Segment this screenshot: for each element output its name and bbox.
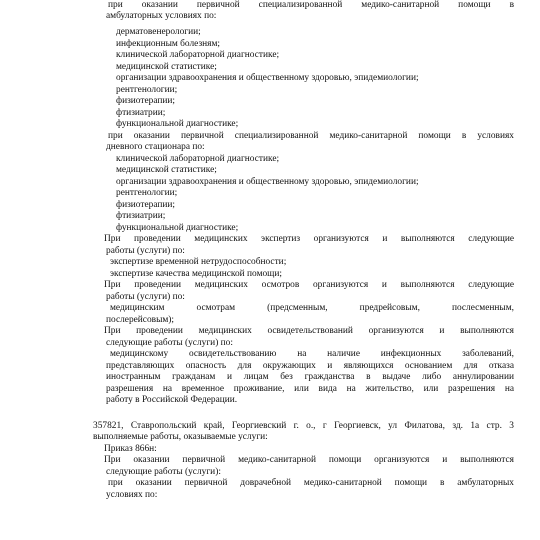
text-line-l06: медицинской статистике; bbox=[116, 62, 217, 72]
text-line-l11: функциональной диагностике; bbox=[116, 119, 239, 129]
text-line-l26: работы (услуги) по: bbox=[106, 292, 185, 302]
text-line-l39: При оказании первичной медико-санитарной помощи организуются и выполняются bbox=[104, 455, 514, 465]
text-line-l09: физиотерапии; bbox=[116, 96, 176, 106]
text-line-l25: При проведении медицинских осмотров организуются и выполняются следующие bbox=[104, 280, 514, 290]
text-line-l18: физиотерапии; bbox=[116, 200, 176, 210]
text-line-l32: представляющих опасность для окружающих и являющихся основанием для отказа bbox=[106, 361, 514, 371]
text-line-l30: следующие работы (услуги) по: bbox=[106, 338, 233, 348]
text-line-l27: медицинским осмотрам (предсменным, предрейсовым, послесменным, bbox=[110, 303, 514, 313]
text-line-l14: клинической лабораторной диагностике; bbox=[116, 154, 280, 164]
text-line-l35: работу в Российской Федерации. bbox=[106, 395, 238, 405]
text-line-l15: медицинской статистике; bbox=[116, 165, 217, 175]
text-line-l20: функциональной диагностике; bbox=[116, 223, 239, 233]
text-line-l04: инфекционным болезням; bbox=[116, 39, 221, 49]
text-line-l41: при оказании первичной доврачебной медико-санитарной помощи в амбулаторных bbox=[108, 478, 514, 488]
text-line-l12: при оказании первичной специализированной медико-санитарной помощи в условиях bbox=[108, 131, 514, 141]
text-line-l17: рентгенологии; bbox=[116, 188, 178, 198]
text-line-l02: амбулаторных условиях по: bbox=[106, 11, 217, 21]
text-line-l37: выполняемые работы, оказываемые услуги: bbox=[93, 432, 268, 442]
text-line-l13: дневного стационара по: bbox=[106, 142, 205, 152]
text-line-l07: организации здравоохранения и общественному здоровью, эпидемиологии; bbox=[116, 73, 419, 83]
text-line-l28: послерейсовым); bbox=[106, 315, 175, 325]
text-line-l03: дерматовенерологии; bbox=[116, 27, 201, 37]
text-line-l42: условиях по: bbox=[106, 490, 158, 500]
text-line-l31: медицинскому освидетельствованию на наличие инфекционных заболеваний, bbox=[110, 349, 514, 359]
text-line-l08: рентгенологии; bbox=[116, 85, 178, 95]
text-line-l10: фтизиатрии; bbox=[116, 108, 166, 118]
text-line-l21: При проведении медицинских экспертиз организуются и выполняются следующие bbox=[104, 234, 514, 244]
text-line-l23: экспертизе временной нетрудоспособности; bbox=[110, 257, 287, 267]
text-line-l05: клинической лабораторной диагностике; bbox=[116, 50, 280, 60]
text-line-l19: фтизиатрии; bbox=[116, 211, 166, 221]
text-line-l33: иностранным гражданам и лицам без гражданства в выдаче либо аннулировании bbox=[106, 372, 514, 382]
text-line-l40: следующие работы (услуги): bbox=[106, 467, 221, 477]
text-line-l36: 357821, Ставропольский край, Георгиевский г. о., г Георгиевск, ул Филатова, зд. 1а стр. 3 bbox=[93, 421, 514, 431]
text-line-l29: При проведении медицинских освидетельствований организуются и выполняются bbox=[104, 326, 514, 336]
text-line-l01: при оказании первичной специализированной медико-санитарной помощи в bbox=[108, 0, 514, 10]
text-line-l22: работы (услуги) по: bbox=[106, 246, 185, 256]
text-line-l38: Приказ 866н: bbox=[104, 444, 157, 454]
text-line-l16: организации здравоохранения и общественному здоровью, эпидемиологии; bbox=[116, 177, 419, 187]
text-line-l24: экспертизе качества медицинской помощи; bbox=[110, 269, 283, 279]
text-line-l34: разрешения на временное проживание, или вида на жительство, или разрешения на bbox=[106, 384, 514, 394]
